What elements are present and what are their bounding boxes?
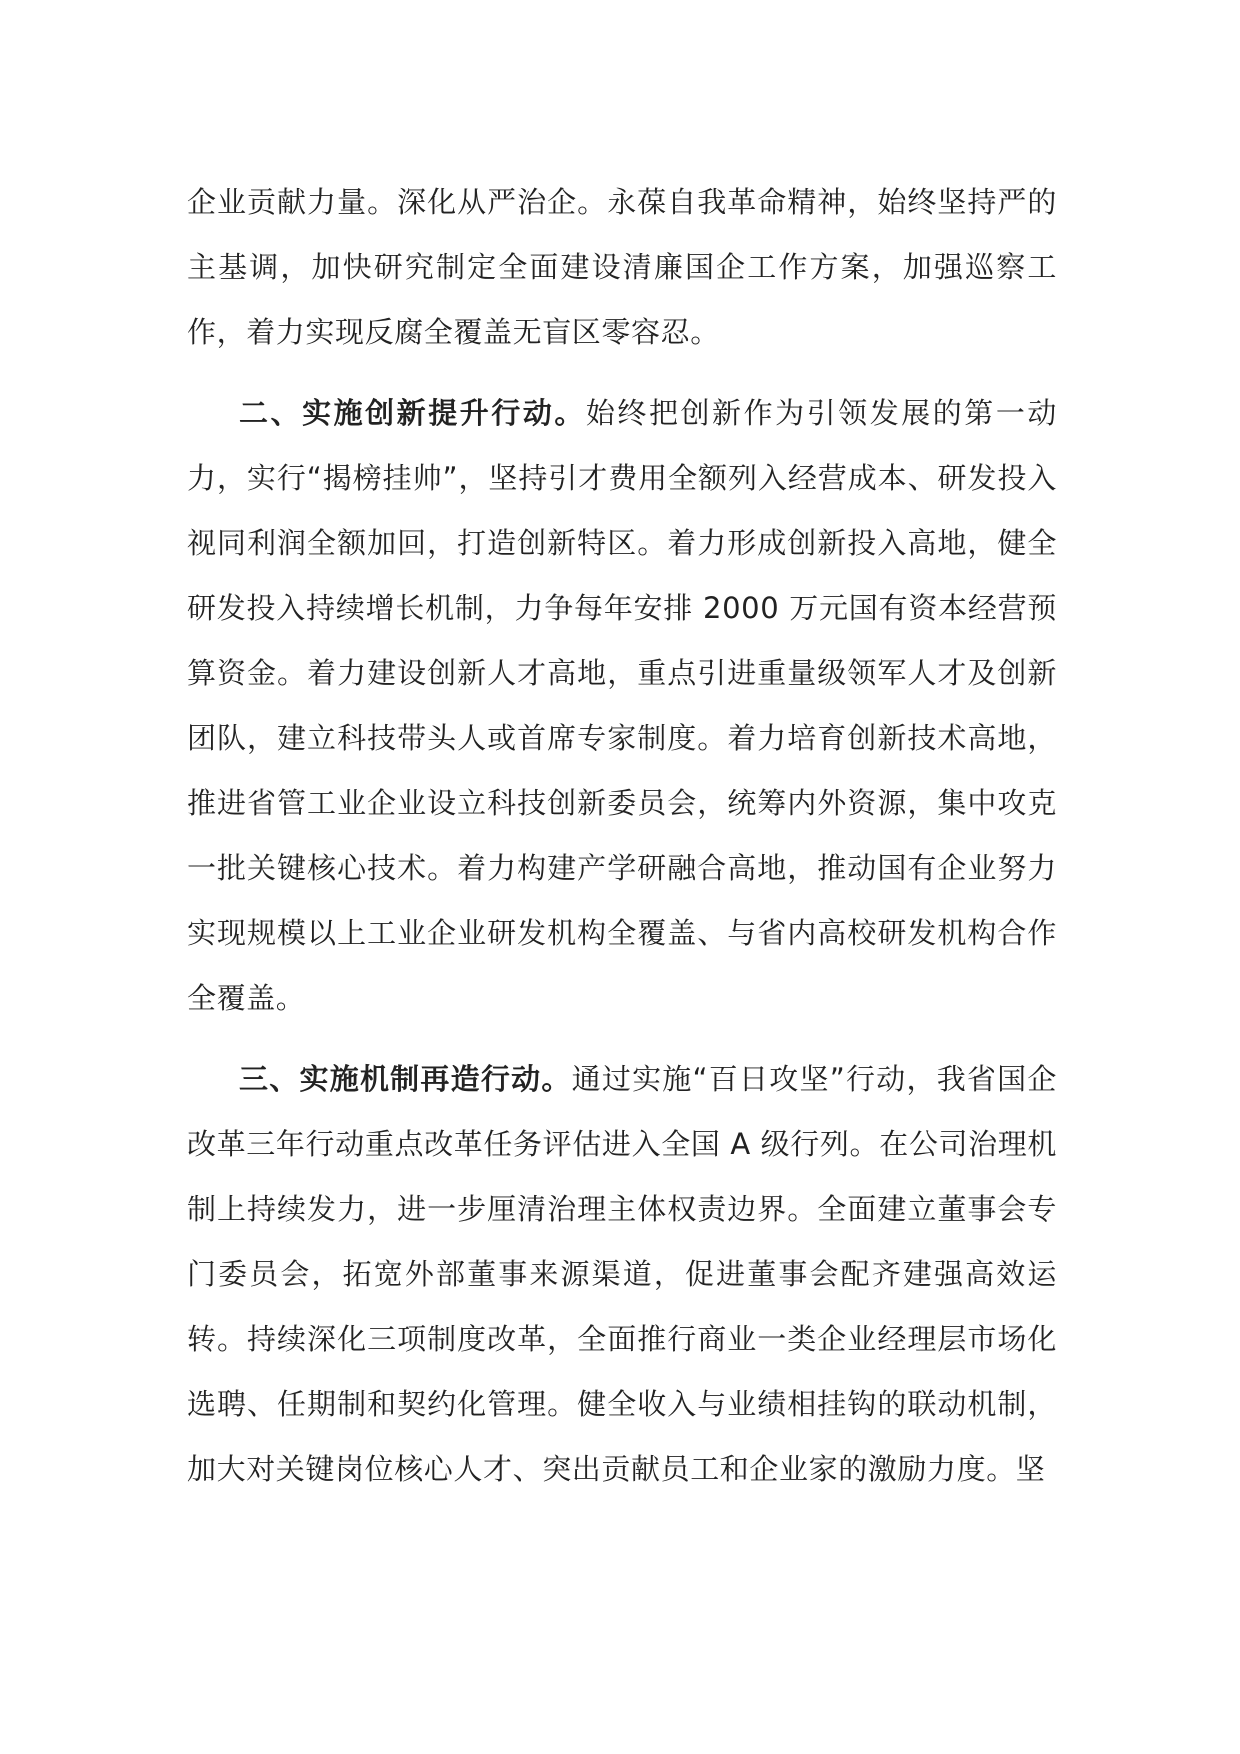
paragraph-mechanism-action [187,1047,1057,1502]
paragraph-text: 企业贡献力量。深化从严治企。永葆自我革命精神，始终坚持严的主基调，加快研究制定全面建设清廉国企工作方案，加强巡察工作，着力实现反腐全覆盖无盲区零容忍。 [187,185,1057,349]
paragraph-continuation [187,170,1057,365]
document-body [187,170,1057,1502]
paragraph-text: 通过实施“百日攻坚”行动，我省国企改革三年行动重点改革任务评估进入全国 A 级行列。在公司治理机制上持续发力，进一步厘清治理主体权责边界。全面建立董事会专门委员会，拓宽外部董事来源渠道，促进董事会配齐建强高效运转。持续深化三项制度改革，全面推行商业一类企业经理层市场化选聘、任期制和契约化管理。健全收入与业绩相挂钩的联动机制，加大对关键岗位核心人才、突出贡献员工和企业家的激励力度。坚 [187,1062,1057,1486]
paragraph-text: 始终把创新作为引领发展的第一动力，实行“揭榜挂帅”，坚持引才费用全额列入经营成本、研发投入视同利润全额加回，打造创新特区。着力形成创新投入高地，健全研发投入持续增长机制，力争每年安排 2000 万元国有资本经营预算资金。着力建设创新人才高地，重点引进重量级领军人才及创新团队，建立科技带头人或首席专家制度。着力培育创新技术高地，推进省管工业企业设立科技创新委员会，统筹内外资源，集中攻克一批关键核心技术。着力构建产学研融合高地，推动国有企业努力实现规模以上工业企业研发机构全覆盖、与省内高校研发机构合作全覆盖。 [187,396,1057,1015]
paragraph-heading: 三、实施机制再造行动。 [239,1062,572,1096]
paragraph-heading: 二、实施创新提升行动。 [239,396,586,430]
paragraph-innovation-action [187,381,1057,1031]
